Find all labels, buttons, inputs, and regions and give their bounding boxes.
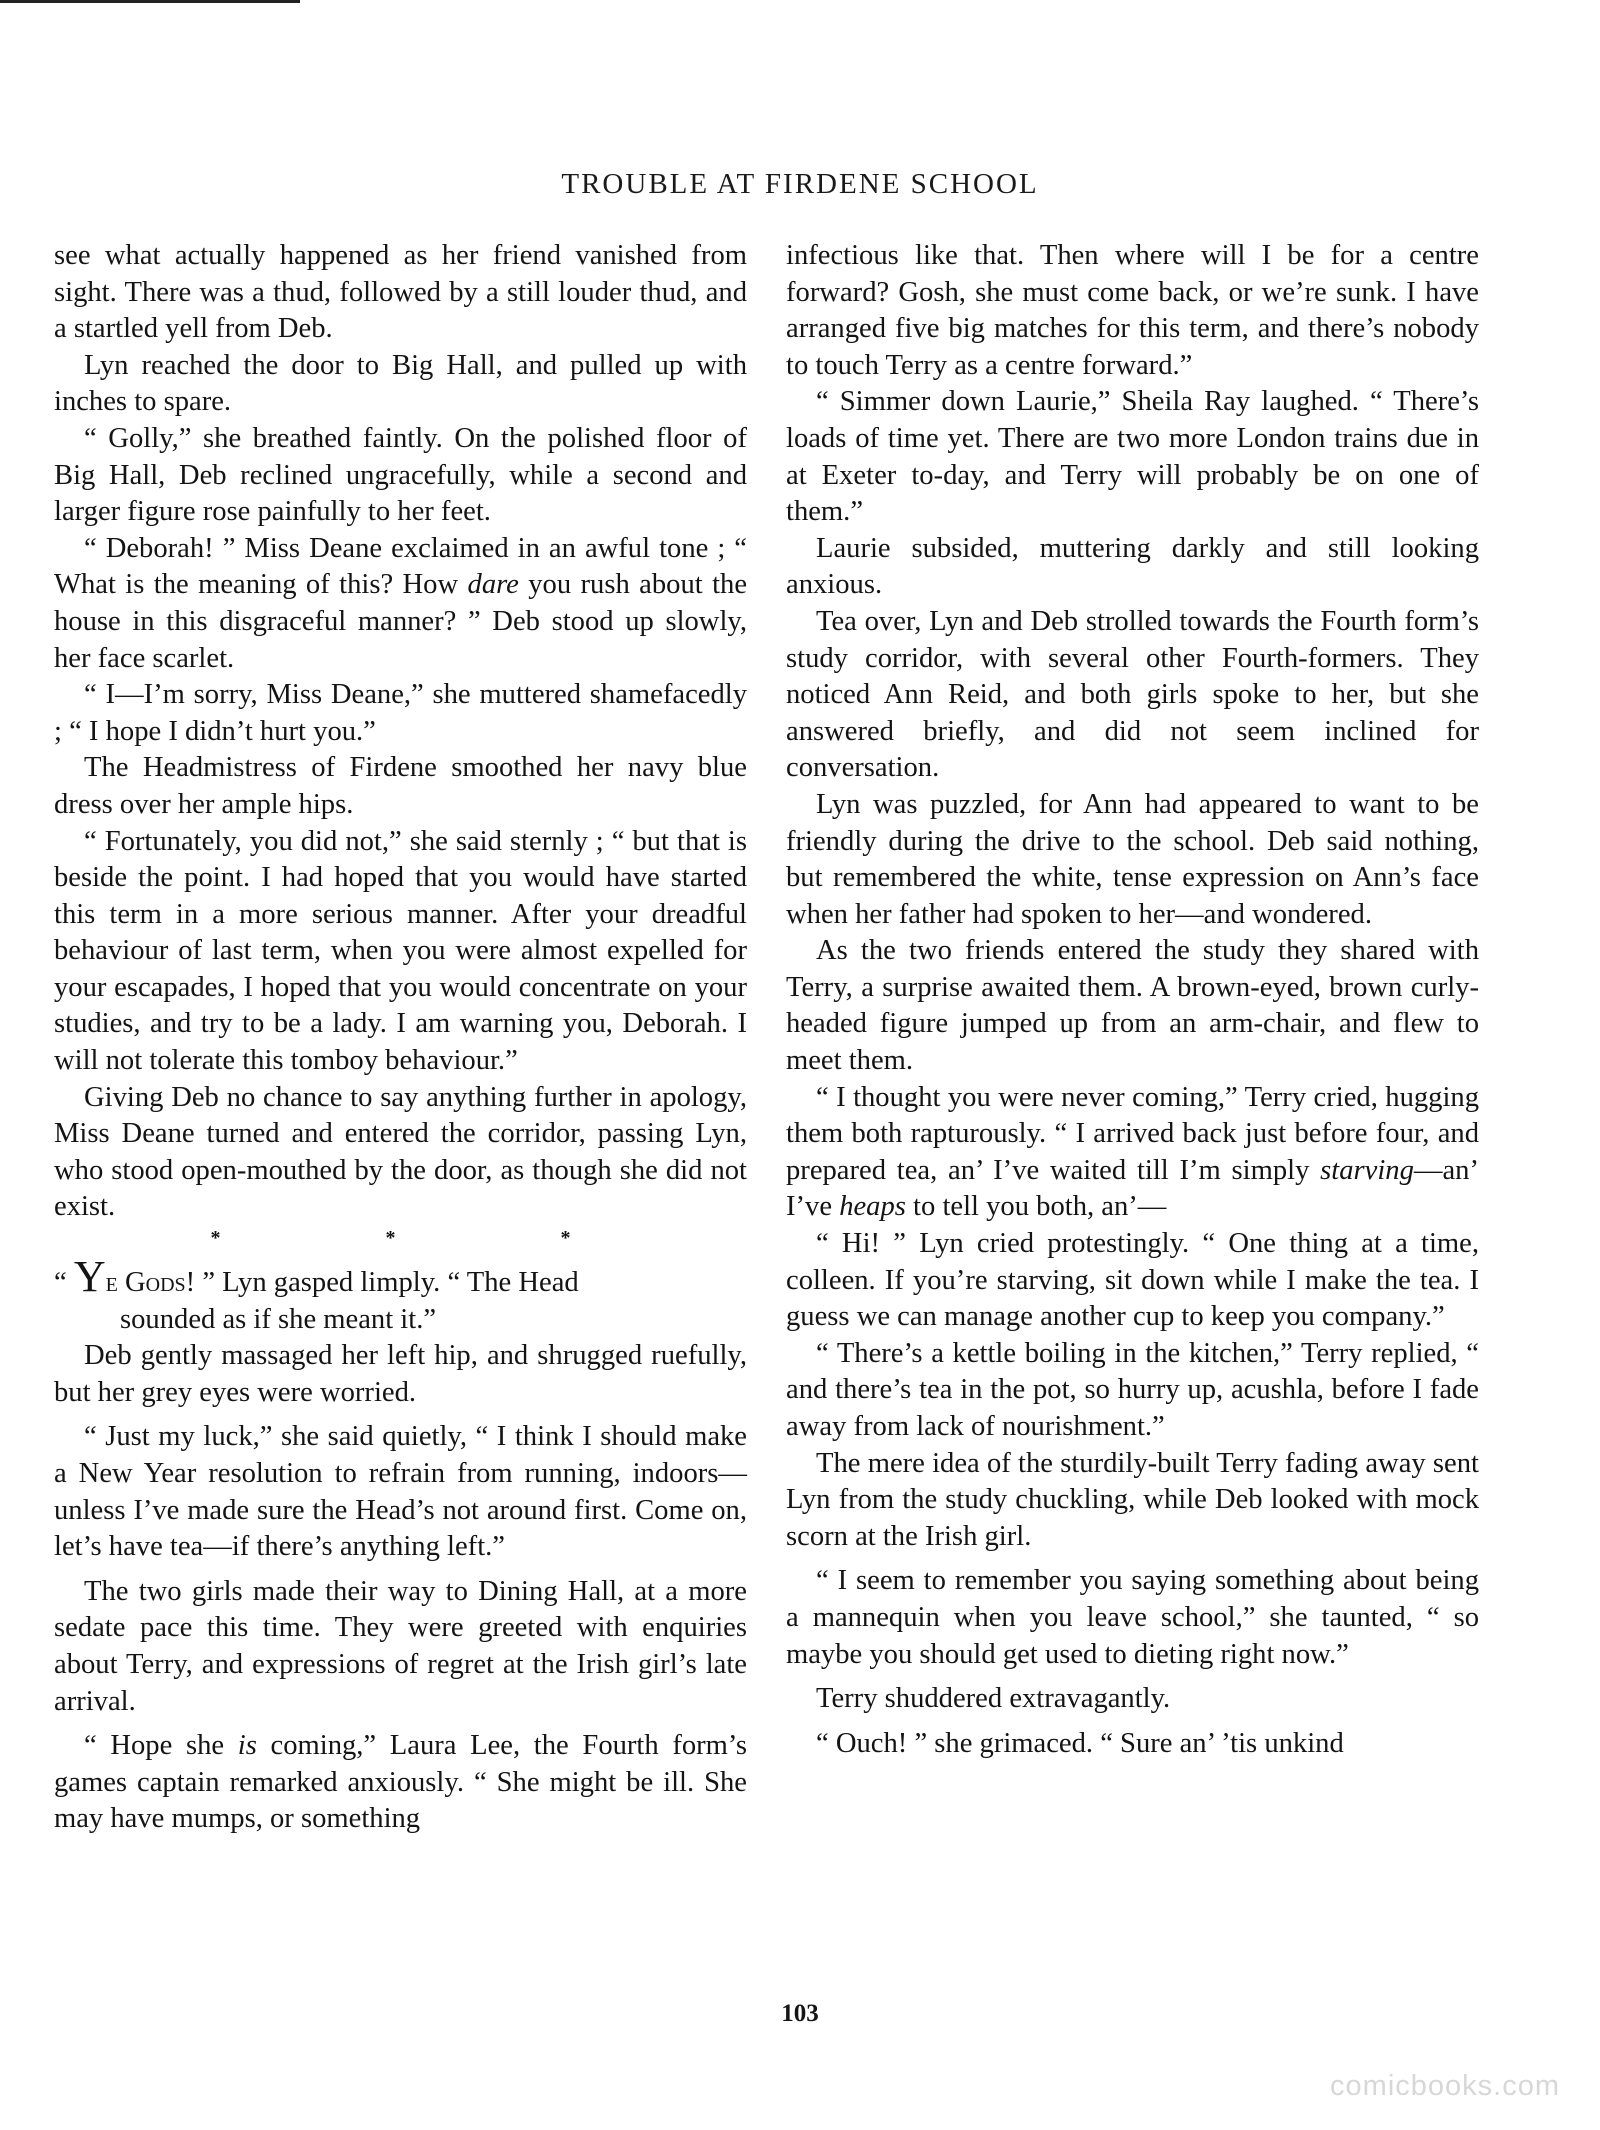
paragraph: see what actually happened as her friend vanished from sight. There was a thud, followed by a still louder thud, and a startled yell from Deb. [54, 240, 747, 345]
paragraph [54, 531, 747, 677]
running-head: TROUBLE AT FIRDENE SCHOOL [561, 168, 1039, 200]
emphasis: dare [467, 569, 519, 601]
paragraph: “ Hi! ” Lyn cried protestingly. “ One thing at a time, colleen. If you’re starving, sit down while I make the tea. I guess we can manage another cup to keep you company.” [786, 1228, 1479, 1333]
paragraph: “ There’s a kettle boiling in the kitchen,” Terry replied, “ and there’s tea in the pot, so hurry up, acushla, before I fade away from lack of nourishment.” [786, 1337, 1479, 1442]
text-run: coming,” Laura Lee, the Fourth form’s games captain remarked anxiously. “ She might be ill. She may have mumps, or something [54, 1730, 747, 1835]
dropcap-paragraph [54, 1252, 747, 1338]
section-break-stars: * * * [210, 1227, 651, 1250]
paragraph: Giving Deb no chance to say anything further in apology, Miss Deane turned and entered the corridor, passing Lyn, who stood open-mouthed by the door, as though she did not exist. [54, 1081, 747, 1223]
paragraph: infectious like that. Then where will I be for a centre forward? Gosh, she must come back, or we’re sunk. I have arranged five big matches for this term, and there’s nobody to touch Terry as a centre forward.” [786, 240, 1479, 381]
text-run: you rush about the house in this disgraceful manner? ” Deb stood up slowly, her face scarlet. [54, 569, 748, 674]
paragraph [54, 1728, 747, 1838]
text-run: to tell you both, an’— [905, 1191, 1167, 1223]
paragraph: “ I seem to remember you saying something about being a mannequin when you leave school,” she taunted, “ so maybe you should get used to dieting right now.” [786, 1565, 1479, 1670]
text-run: —an’ I’ve [786, 1154, 1479, 1223]
paragraph: Deb gently massaged her left hip, and shrugged ruefully, but her grey eyes were worried. [54, 1340, 747, 1408]
paragraph: Lyn reached the door to Big Hall, and pulled up with inches to spare. [54, 349, 747, 418]
paragraph: The two girls made their way to Dining Hall, at a more sedate pace this time. They were greeted with enquiries about Terry, and expressions of regret at the Irish girl’s late arrival. [54, 1575, 747, 1717]
drop-cap-letter: Y [73, 1252, 106, 1302]
paragraph: Lyn was puzzled, for Ann had appeared to want to be friendly during the drive to the school. Deb said nothing, but remembered the white, tense expression on Ann’s face when her father had spoken to her—and wondered. [786, 788, 1479, 930]
paragraph: “ Just my luck,” she said quietly, “ I think I should make a New Year resolution to refrain from running, indoors—unless I’ve made sure the Head’s not around first. Come on, let’s have tea—if there’s anything left.” [54, 1421, 747, 1563]
emphasis: heaps [839, 1191, 906, 1223]
paragraph: The mere idea of the sturdily-built Terry fading away sent Lyn from the study chuckling, while Deb looked with mock scorn at the Irish girl. [786, 1447, 1479, 1552]
page-number: 103 [781, 2000, 819, 2027]
emphasis: starving [1320, 1154, 1414, 1186]
paragraph: “ Ouch! ” she grimaced. “ Sure an’ ’tis unkind [816, 1727, 1344, 1759]
text-run: “ [54, 1267, 74, 1299]
paragraph: Laurie subsided, muttering darkly and still looking anxious. [786, 532, 1479, 601]
right-column [786, 238, 1479, 1762]
paragraph: “ Simmer down Laurie,” Sheila Ray laughed. “ There’s loads of time yet. There are two more London trains due in at Exeter to-day, and Terry will probably be on one of them.” [786, 386, 1479, 528]
paragraph [786, 1080, 1479, 1226]
hanging-line: sounded as if she meant it.” [120, 1303, 437, 1335]
paragraph: “ I—I’m sorry, Miss Deane,” she muttered shamefacedly ; “ I hope I didn’t hurt you.” [54, 679, 747, 747]
text-run: ! ” Lyn gasped limply. “ The Head [185, 1267, 579, 1299]
small-caps-text: e Gods [105, 1267, 186, 1299]
text-run: “ I thought you were never coming,” Terry cried, hugging them both rapturously. “ I arrived back just before four, and prepared tea, an’ I’ve waited till I’m simply [786, 1081, 1479, 1186]
paragraph: As the two friends entered the study they shared with Terry, a surprise awaited them. A brown-eyed, brown curly-headed figure jumped up from an arm-chair, and flew to meet them. [786, 935, 1479, 1077]
watermark: comicbooks.com [1330, 2070, 1560, 2102]
text-run: “ Deborah! ” Miss Deane exclaimed in an awful tone ; “ What is the meaning of this? How [54, 532, 747, 601]
paragraph: “ Golly,” she breathed faintly. On the polished floor of Big Hall, Deb reclined ungracefully, while a second and larger figure rose painfully to her feet. [54, 422, 747, 528]
text-run: “ Hope she [84, 1730, 238, 1762]
left-column [54, 238, 747, 1838]
paragraph: Tea over, Lyn and Deb strolled towards the Fourth form’s study corridor, with several other Fourth-formers. They noticed Ann Reid, and both girls spoke to her, but she answered briefly, and did not seem inclined for conversation. [786, 605, 1479, 784]
top-rule [0, 0, 300, 3]
paragraph: Terry shuddered extravagantly. [816, 1683, 1171, 1715]
paragraph: “ Fortunately, you did not,” she said sternly ; “ but that is beside the point. I had hoped that you would have started this term in a more serious manner. After your dreadful behaviour of last term, when you were almost expelled for your escapades, I hoped that you would concentrate on your studies, and try to be a lady. I am warning you, Deborah. I will not tolerate this tomboy behaviour.” [54, 825, 747, 1077]
paragraph: The Headmistress of Firdene smoothed her navy blue dress over her ample hips. [54, 752, 747, 820]
emphasis: is [237, 1730, 257, 1762]
